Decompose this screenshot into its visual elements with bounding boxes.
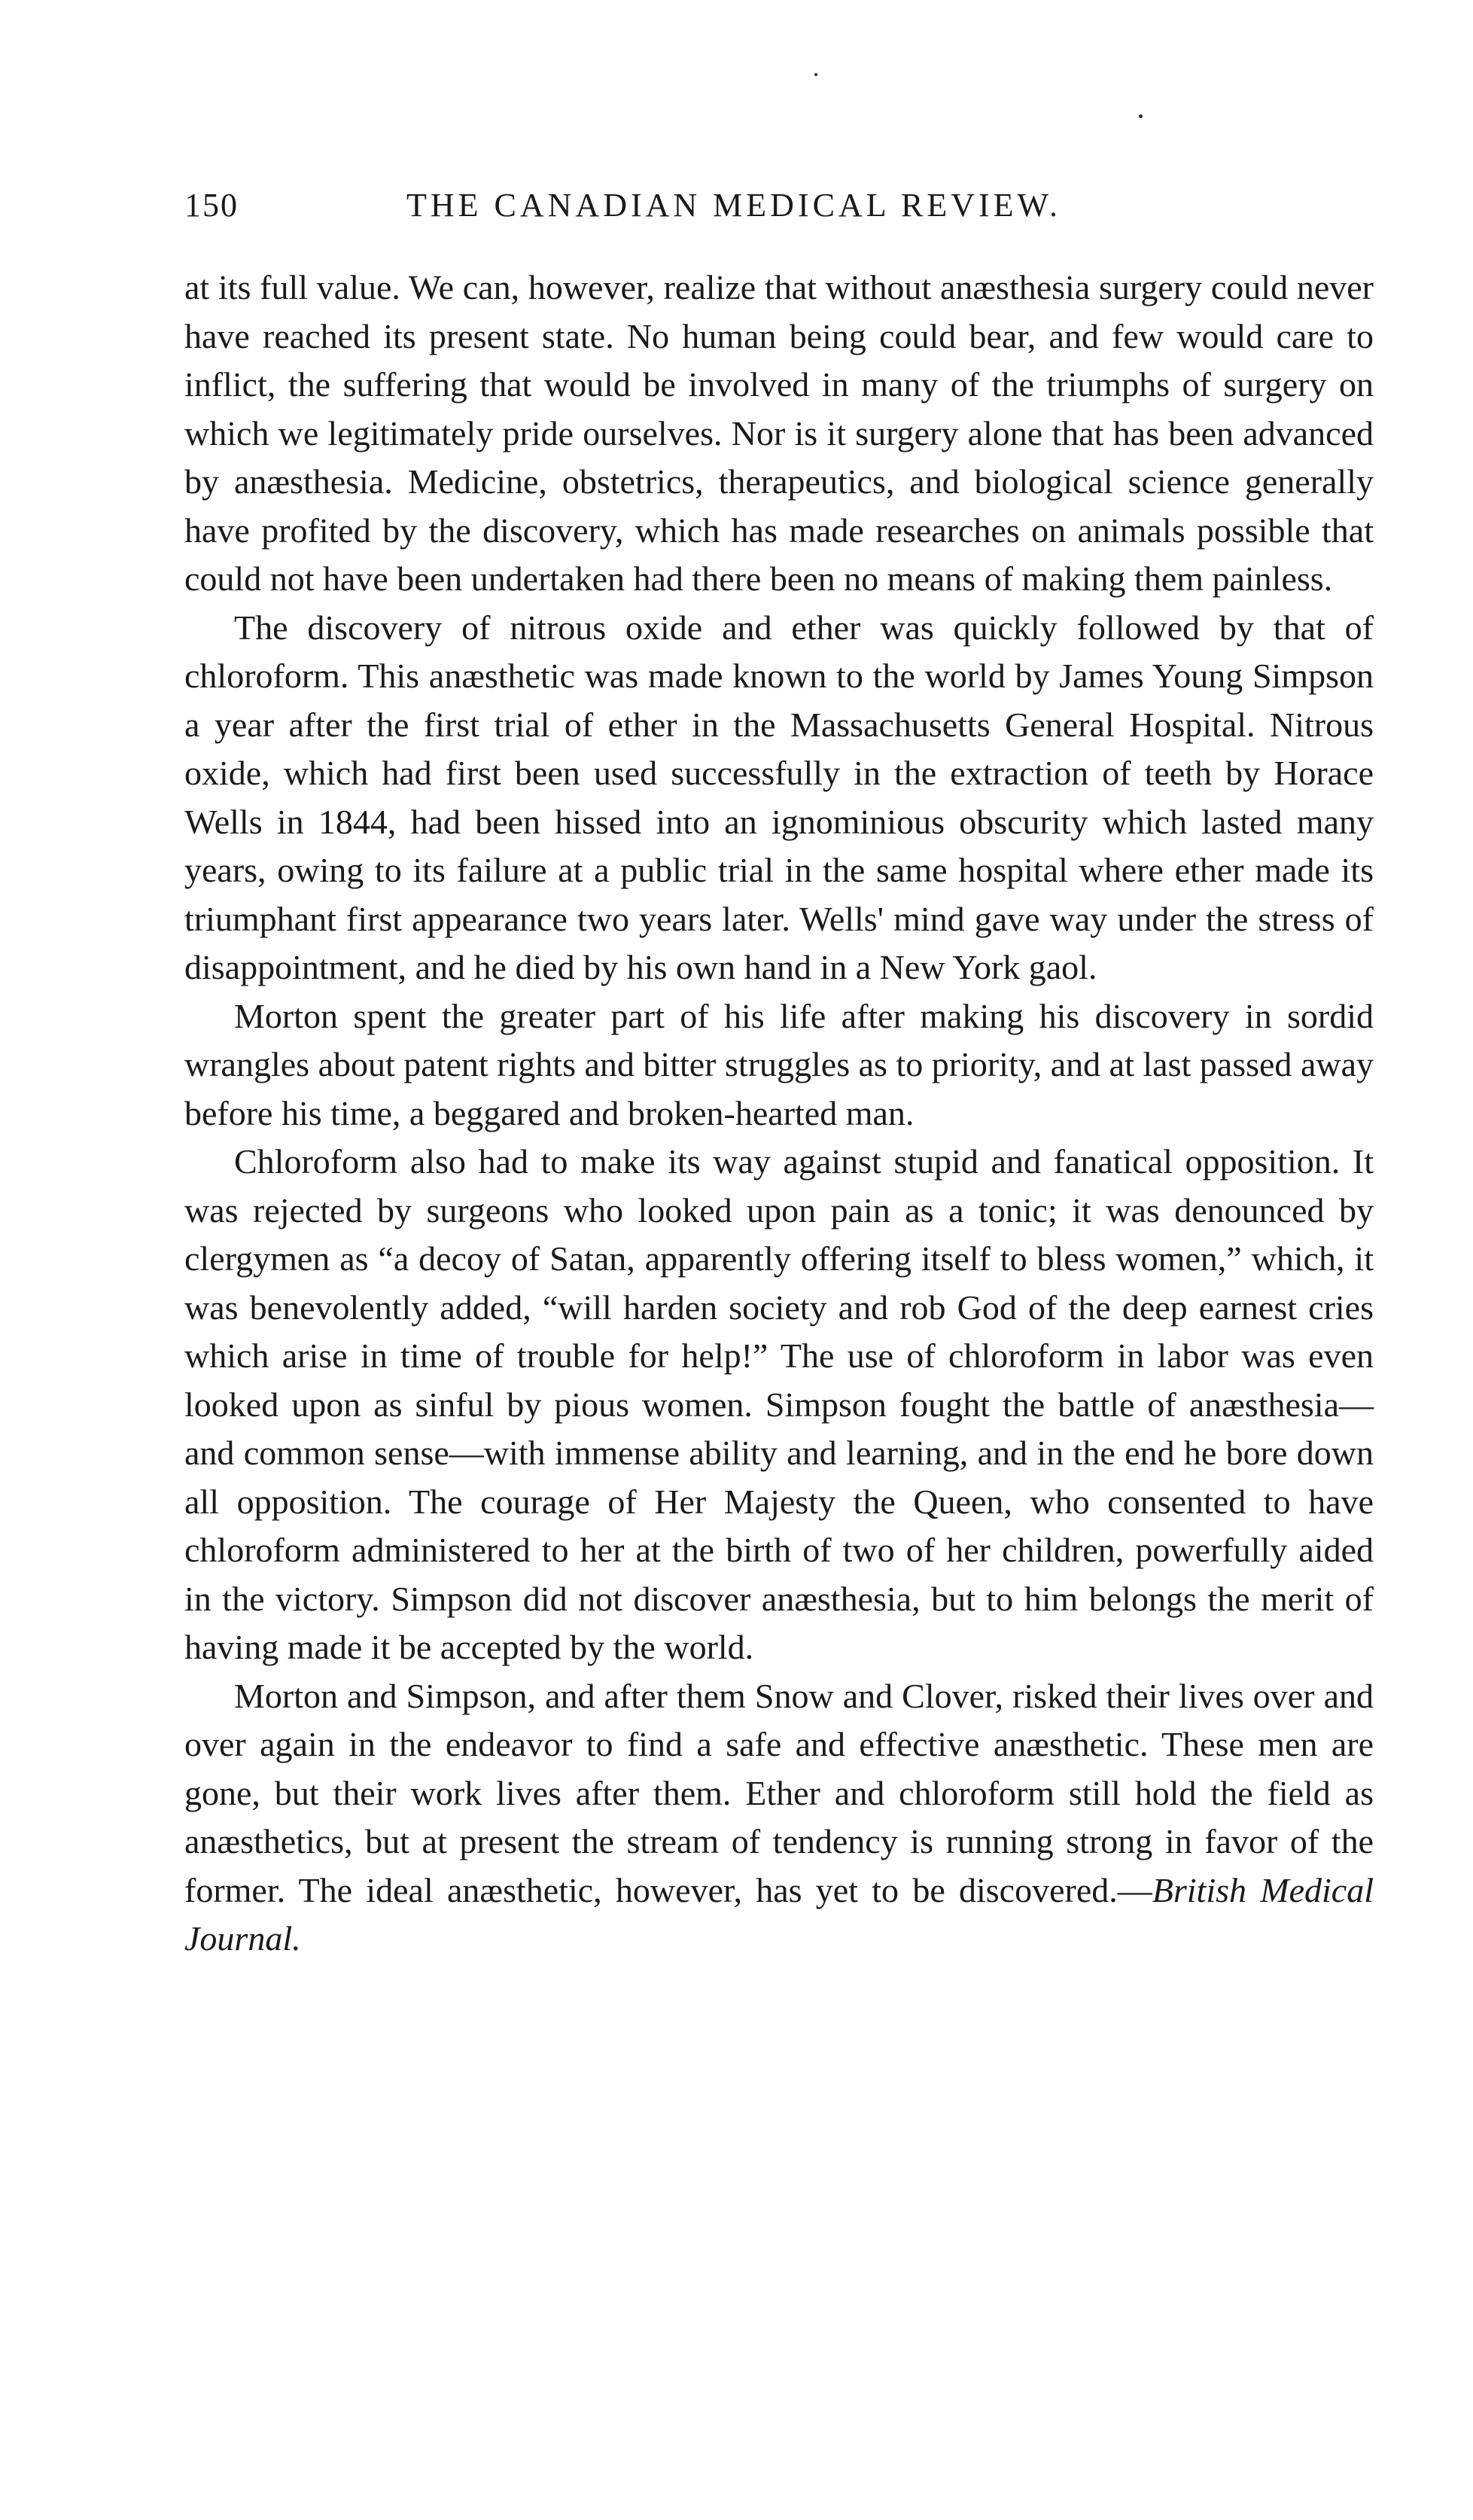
running-head: THE CANADIAN MEDICAL REVIEW. [406, 187, 1061, 224]
ink-speck [1139, 114, 1143, 118]
paragraph: The discovery of nitrous oxide and ether was quickly followed by that of chloroform. This anæsthetic was made known to the world by James Young Simpson a year after the first trial of ether in the Massachusetts General Hospital. Nitrous oxide, which had first been used successfully in the extraction of teeth by Horace Wells in 1844, had been hissed into an ignominious obscurity which lasted many years, owing to its failure at a public trial in the same hospital where ether made its triumphant first appearance two years later. Wells' mind gave way under the stress of disappointment, and he died by his own hand in a New York gaol. [184, 608, 1374, 986]
paragraph: at its full value. We can, however, realize that without anæsthesia surgery could never have reached its present state. No human being could bear, and few would care to inflict, the suffering that would be involved in many of the triumphs of surgery on which we legitimately pride ourselves. Nor is it surgery alone that has been advanced by anæsthesia. Medicine, obstetrics, therapeutics, and biological science generally have profited by the discovery, which has made researches on animals possible that could not have been undertaken had there been no means of making them painless. [184, 268, 1374, 598]
paragraph-text: Morton and Simpson, and after them Snow and Clover, risked their lives over and over again in the endeavor to find a safe and effective anæsthetic. These men are gone, but their work lives after them. Ether and chloroform still hold the field as anæsthetics, but at present the stream of tendency is running strong in favor of the former. The ideal anæsthetic, however, has yet to be discovered.— [184, 1676, 1374, 1909]
paragraph: Chloroform also had to make its way against stupid and fanatical opposition. It was rejected by surgeons who looked upon pain as a tonic; it was denounced by clergymen as “a decoy of Satan, apparently offering itself to bless women,” which, it was benevolently added, “will harden society and rob God of the deep earnest cries which arise in time of trouble for help!” The use of chloroform in labor was even looked upon as sinful by pious women. Simpson fought the battle of anæsthesia—and common sense—with immense ability and learning, and in the end he bore down all opposition. The courage of Her Majesty the Queen, who consented to have chloroform administered to her at the birth of two of her children, powerfully aided in the victory. Simpson did not discover anæsthesia, but to him belongs the merit of having made it be accepted by the world. [184, 1142, 1374, 1666]
article-body [184, 264, 1374, 1964]
ink-speck [814, 73, 817, 76]
paragraph: Morton spent the greater part of his life after making his discovery in sordid wrangles about patent rights and bitter struggles as to priority, and at last passed away before his time, a beggared and broken-hearted man. [184, 996, 1374, 1132]
closing-paragraph [184, 1672, 1374, 1964]
page-header [184, 179, 1276, 232]
source-citation: British Medical Journal. [184, 1870, 1374, 1958]
page-number: 150 [184, 187, 239, 224]
